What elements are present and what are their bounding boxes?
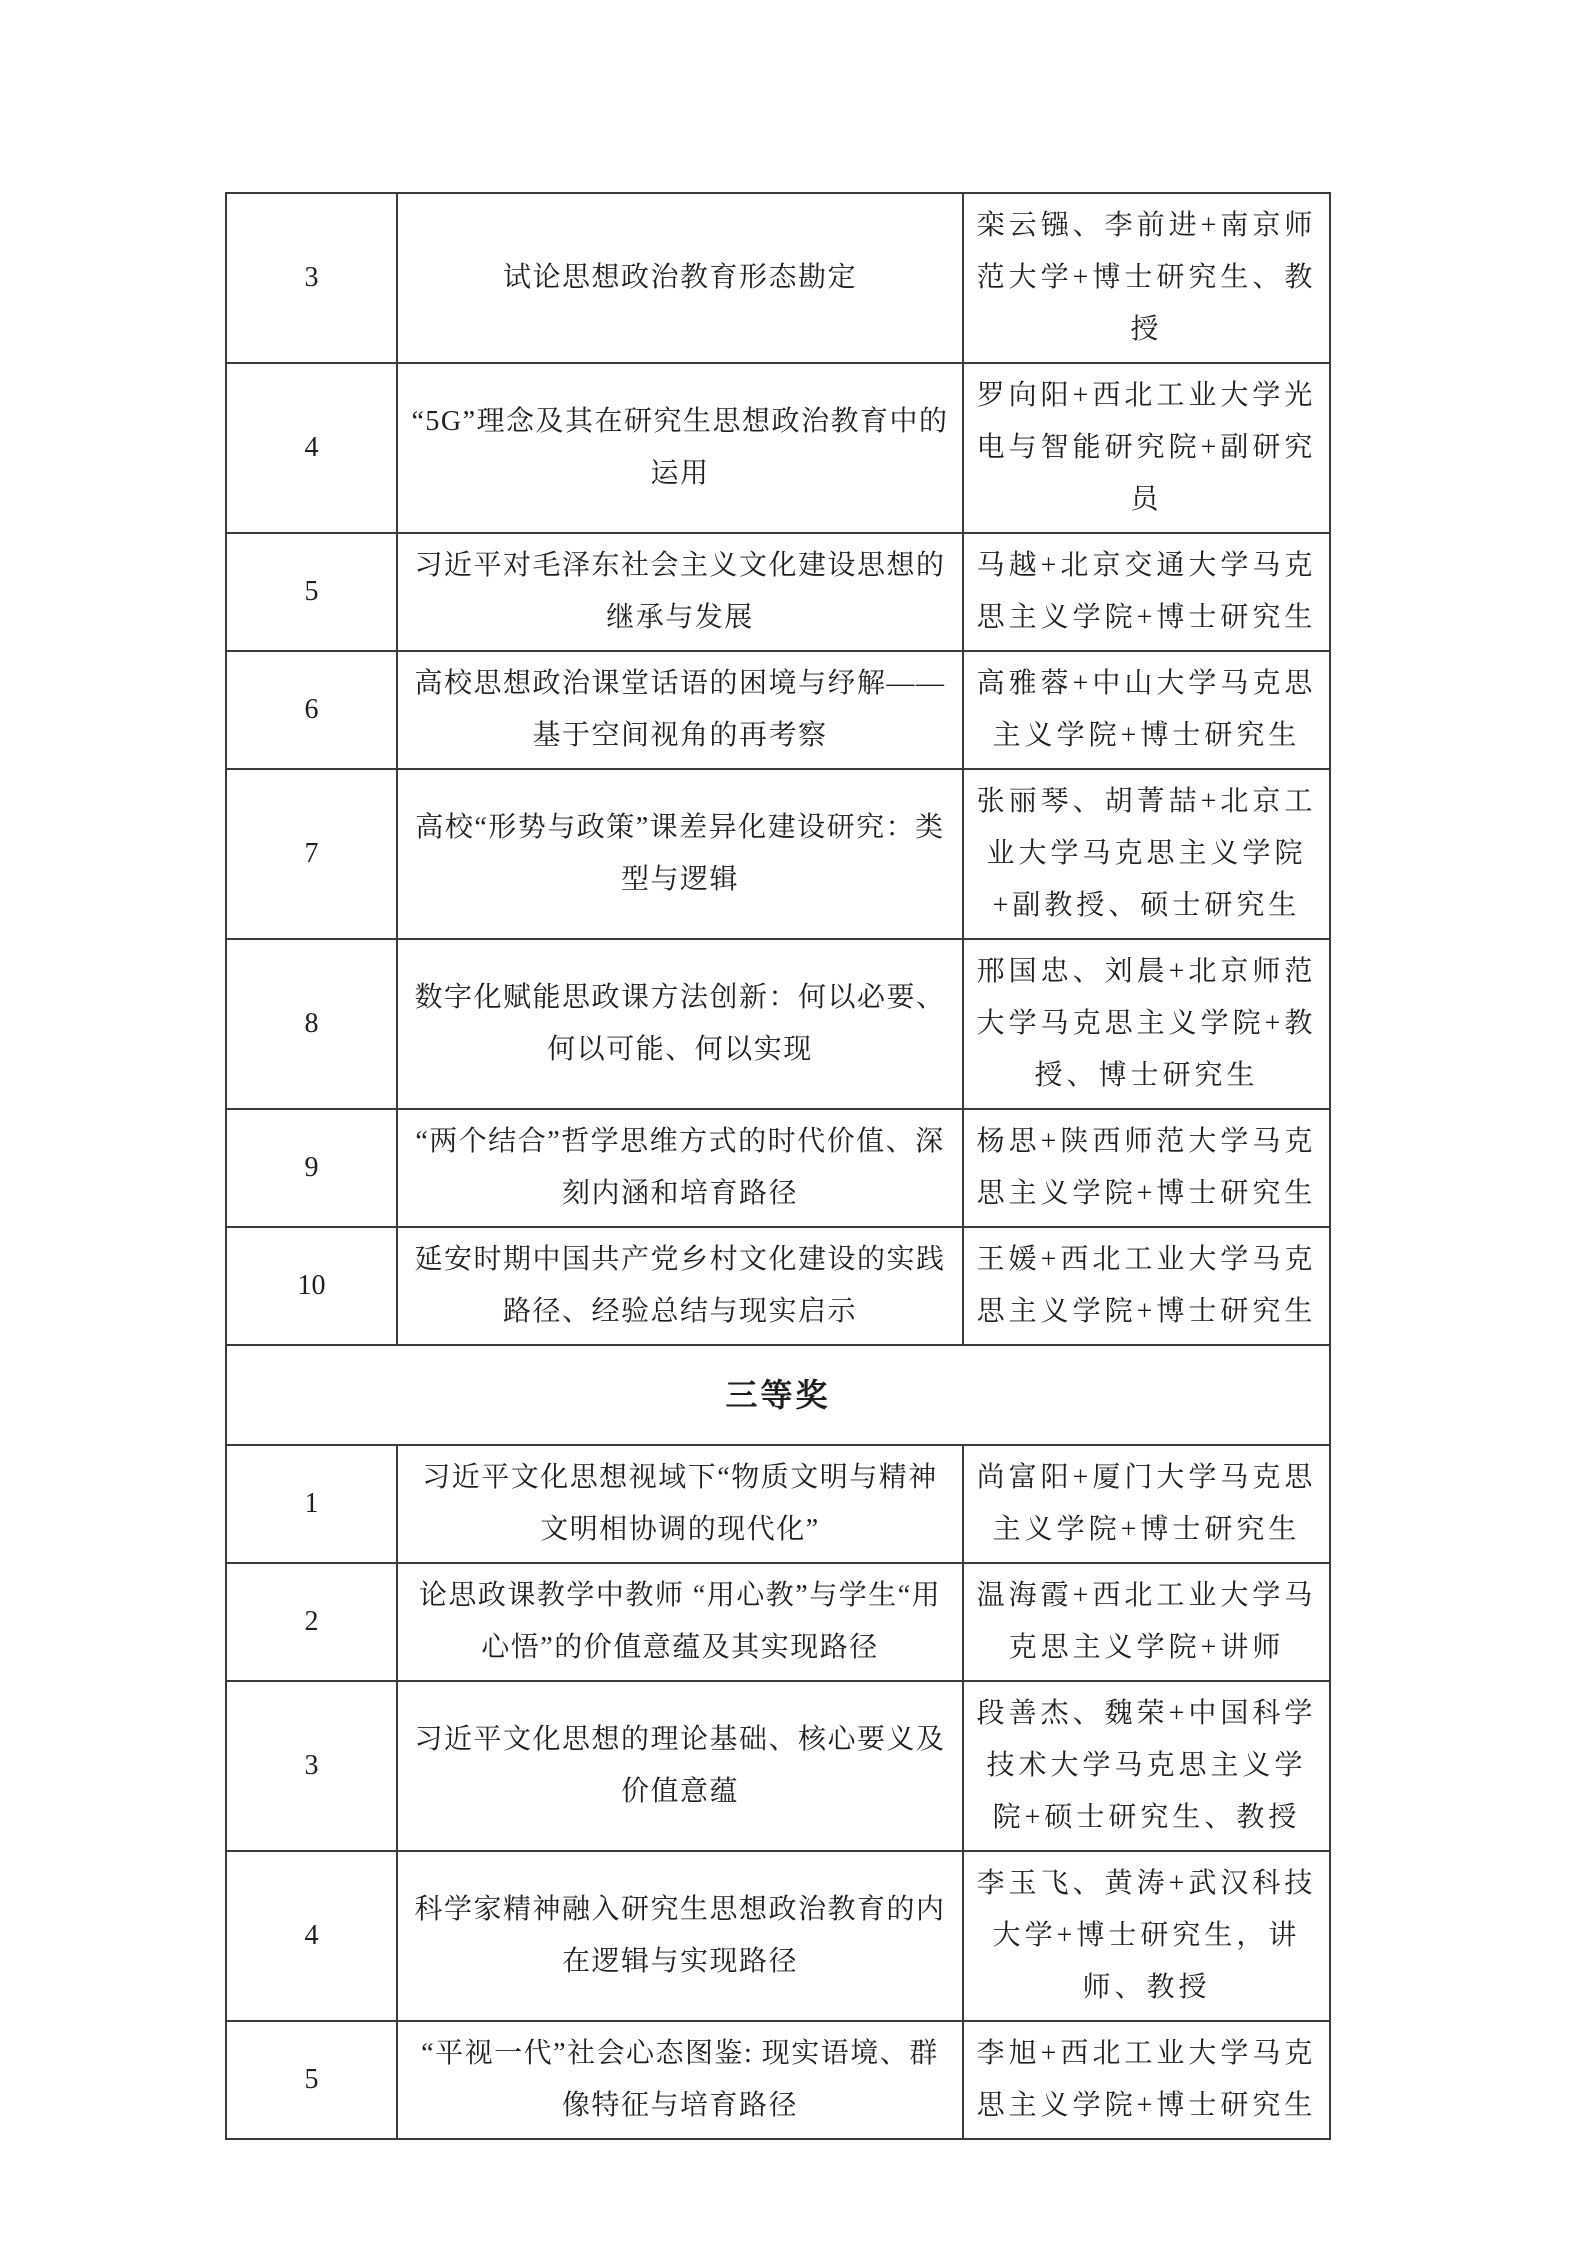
award-rank-cell: 5 bbox=[226, 533, 397, 651]
award-rank-cell: 6 bbox=[226, 651, 397, 769]
table-row bbox=[226, 769, 1330, 939]
award-authors-cell: 罗向阳+西北工业大学光电与智能研究院+副研究员 bbox=[963, 363, 1330, 533]
award-rank-cell: 7 bbox=[226, 769, 397, 939]
award-title-cell: “5G”理念及其在研究生思想政治教育中的运用 bbox=[397, 363, 963, 533]
award-authors-cell: 栾云镪、李前进+南京师范大学+博士研究生、教授 bbox=[963, 193, 1330, 363]
awards-table bbox=[225, 192, 1331, 2140]
table-row bbox=[226, 533, 1330, 651]
award-authors-cell: 马越+北京交通大学马克思主义学院+博士研究生 bbox=[963, 533, 1330, 651]
table-row bbox=[226, 939, 1330, 1109]
award-title-cell: 试论思想政治教育形态勘定 bbox=[397, 193, 963, 363]
award-rank-cell: 2 bbox=[226, 1563, 397, 1681]
award-authors-cell: 张丽琴、胡菁喆+北京工业大学马克思主义学院+副教授、硕士研究生 bbox=[963, 769, 1330, 939]
award-rank-cell: 4 bbox=[226, 1851, 397, 2021]
award-authors-cell: 温海霞+西北工业大学马克思主义学院+讲师 bbox=[963, 1563, 1330, 1681]
award-section-header-row bbox=[226, 1345, 1330, 1445]
awards-table-body bbox=[226, 193, 1330, 2139]
award-title-cell: 论思政课教学中教师 “用心教”与学生“用心悟”的价值意蕴及其实现路径 bbox=[397, 1563, 963, 1681]
award-section-header: 三等奖 bbox=[226, 1345, 1330, 1445]
award-rank-cell: 1 bbox=[226, 1445, 397, 1563]
award-title-cell: “平视一代”社会心态图鉴: 现实语境、群像特征与培育路径 bbox=[397, 2021, 963, 2139]
table-row bbox=[226, 1109, 1330, 1227]
award-title-cell: 习近平文化思想的理论基础、核心要义及价值意蕴 bbox=[397, 1681, 963, 1851]
award-title-cell: 高校思想政治课堂话语的困境与纾解——基于空间视角的再考察 bbox=[397, 651, 963, 769]
award-authors-cell: 杨思+陕西师范大学马克思主义学院+博士研究生 bbox=[963, 1109, 1330, 1227]
award-title-cell: 延安时期中国共产党乡村文化建设的实践路径、经验总结与现实启示 bbox=[397, 1227, 963, 1345]
award-title-cell: 数字化赋能思政课方法创新：何以必要、何以可能、何以实现 bbox=[397, 939, 963, 1109]
award-authors-cell: 高雅蓉+中山大学马克思主义学院+博士研究生 bbox=[963, 651, 1330, 769]
table-row bbox=[226, 1851, 1330, 2021]
table-row bbox=[226, 193, 1330, 363]
award-authors-cell: 段善杰、魏荣+中国科学技术大学马克思主义学院+硕士研究生、教授 bbox=[963, 1681, 1330, 1851]
table-row bbox=[226, 1563, 1330, 1681]
award-rank-cell: 5 bbox=[226, 2021, 397, 2139]
award-authors-cell: 王媛+西北工业大学马克思主义学院+博士研究生 bbox=[963, 1227, 1330, 1345]
award-authors-cell: 尚富阳+厦门大学马克思主义学院+博士研究生 bbox=[963, 1445, 1330, 1563]
table-row bbox=[226, 651, 1330, 769]
award-authors-cell: 李旭+西北工业大学马克思主义学院+博士研究生 bbox=[963, 2021, 1330, 2139]
award-rank-cell: 8 bbox=[226, 939, 397, 1109]
award-title-cell: “两个结合”哲学思维方式的时代价值、深刻内涵和培育路径 bbox=[397, 1109, 963, 1227]
award-rank-cell: 10 bbox=[226, 1227, 397, 1345]
award-title-cell: 科学家精神融入研究生思想政治教育的内在逻辑与实现路径 bbox=[397, 1851, 963, 2021]
table-row bbox=[226, 1227, 1330, 1345]
award-title-cell: 习近平对毛泽东社会主义文化建设思想的继承与发展 bbox=[397, 533, 963, 651]
table-row bbox=[226, 363, 1330, 533]
award-rank-cell: 9 bbox=[226, 1109, 397, 1227]
award-rank-cell: 4 bbox=[226, 363, 397, 533]
award-title-cell: 高校“形势与政策”课差异化建设研究：类型与逻辑 bbox=[397, 769, 963, 939]
award-rank-cell: 3 bbox=[226, 1681, 397, 1851]
award-rank-cell: 3 bbox=[226, 193, 397, 363]
award-authors-cell: 邢国忠、刘晨+北京师范大学马克思主义学院+教授、博士研究生 bbox=[963, 939, 1330, 1109]
table-row bbox=[226, 1681, 1330, 1851]
table-row bbox=[226, 2021, 1330, 2139]
award-authors-cell: 李玉飞、黄涛+武汉科技大学+博士研究生，讲师、教授 bbox=[963, 1851, 1330, 2021]
award-title-cell: 习近平文化思想视域下“物质文明与精神文明相协调的现代化” bbox=[397, 1445, 963, 1563]
table-row bbox=[226, 1445, 1330, 1563]
